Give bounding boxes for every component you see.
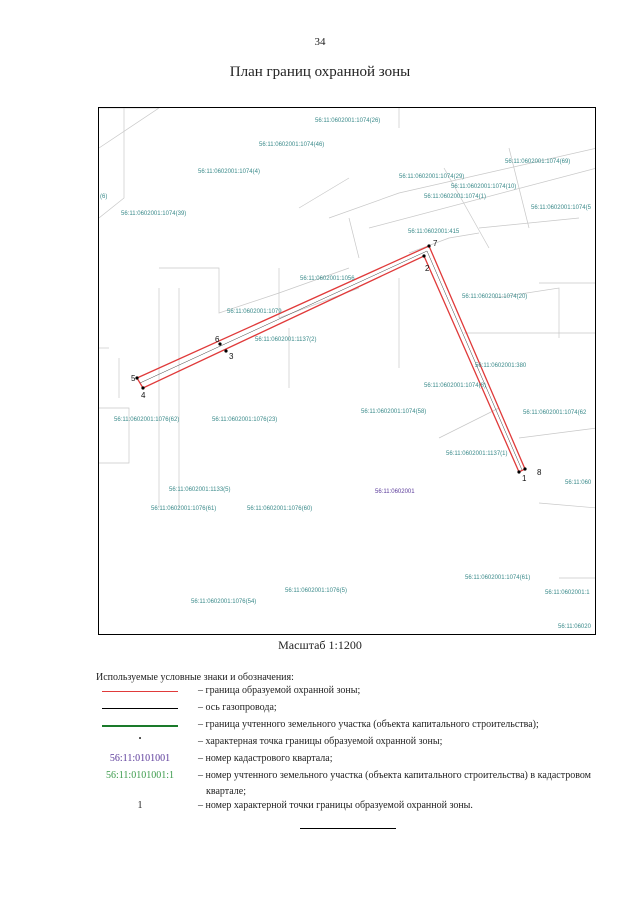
parcel-label: 56:11:0602001:1076(61) [151,506,217,512]
parcel-lines [99,108,596,608]
point-number-8: 8 [537,468,542,477]
point-number-6: 6 [215,335,220,344]
pipeline-axis [140,251,522,470]
map-frame [98,107,596,635]
parcel-label: 56:11:0602001:1074(4) [198,169,260,175]
quarter-label: 56:11:0602001 [375,489,415,495]
parcel-label: 56:11:0602001:1074(8) [424,383,486,389]
parcel-label: 56:11:0602001:1137(1) [446,451,508,457]
legend-item-parcel-boundary [96,717,616,733]
parcel-label: 56:11:0602001:1076(60) [247,506,313,512]
parcel-label: 56:11:0602001:1074(62 [523,410,587,416]
parcel-label: 56:11:0602001:1079 [227,309,282,315]
legend-text: – граница учтенного земельного участка (объекта капитального строительства); [198,719,539,730]
parcel-label: 56:11:0602001:380 [475,363,527,369]
parcel-label: 56:11:0602001:1074(1) [424,194,486,200]
parcel-label: 56:11:0602001:1133(5) [169,487,231,493]
legend-item-point-number [96,798,616,814]
point-number-5: 5 [131,374,136,383]
parcel-label: 56:11:0602001:1074(5 [531,205,591,211]
legend-item-quarter-number [96,751,616,767]
legend-item-pipeline-axis [96,700,616,716]
page-title: План границ охранной зоны [229,64,411,80]
parcel-label: 56:11:0602001:1074(69) [505,159,571,165]
parcel-label: 56:11:0602001:1074(61) [465,575,531,581]
zone-boundary-line-icon [96,683,184,699]
parcel-number-sample: 56:11:0101001:1 [106,770,174,781]
legend-text-continued: квартале; [206,786,246,797]
parcel-label: 56:11:0602001:1137(2) [255,337,317,343]
point-number-2: 2 [425,264,430,273]
parcel-boundary-line-icon [96,717,184,733]
parcel-label: 56:11:0602001:1076(5) [285,588,347,594]
point-number-3: 3 [229,352,234,361]
parcel-label: 56:11:0602001:1076(54) [191,599,257,605]
point-number-7: 7 [433,239,438,248]
parcel-label: 56:11:0602001:1074(29) [399,174,465,180]
point-number-sample: 1 [137,800,143,811]
parcel-label: 56:11:0602001:1 [545,590,590,596]
parcel-label: 56:11:0602001:1074(20) [462,294,528,300]
parcel-label: 56:11:0602001:1056 [300,276,355,282]
legend-text: – номер характерной точки границы образуемой охранной зоны. [198,800,473,811]
parcel-label: 56:11:0602001:1074(10) [451,184,517,190]
quarter-number-sample: 56:11:0101001 [109,753,171,764]
parcel-label: 56:11:06020 [558,624,591,630]
legend-text: – номер кадастрового квартала; [198,753,333,764]
legend-item-zone-boundary [96,683,616,699]
parcel-label: 56:11:0602001:1074(39) [121,211,187,217]
legend-text: – характерная точка границы образуемой охранной зоны; [198,736,443,747]
parcel-label: 56:11:0602001:1074(58) [361,409,427,415]
parcel-label: 56:11:0602001:1076(23) [212,417,278,423]
signature-line [300,828,396,829]
page-number: 34 [314,36,326,48]
pipeline-axis-line-icon [96,700,184,716]
legend-text: – номер учтенного земельного участка (объекта капитального строительства) в кадастровом [198,770,592,781]
legend-text: – граница образуемой охранной зоны; [198,685,361,696]
parcel-label: (6) [100,194,108,200]
legend-item-boundary-point [96,734,616,750]
parcel-label: 56:11:0602001:1076(62) [114,417,180,423]
parcel-label: 56:11:0602001:1074(46) [259,142,325,148]
map-canvas [99,108,596,635]
point-dot-icon: • [138,734,142,743]
legend-title: Используемые условные знаки и обозначения: [96,672,294,683]
parcel-label: 56:11:060 [565,480,592,486]
parcel-label: 56:11:0602001:1074(26) [315,118,381,124]
map-scale: Масштаб 1:1200 [278,638,362,652]
parcel-label: 56:11:0602001:415 [408,229,460,235]
legend-item-parcel-number [96,768,616,798]
legend-text: – ось газопровода; [198,702,277,713]
point-number-1: 1 [522,474,527,483]
point-number-4: 4 [141,391,146,400]
